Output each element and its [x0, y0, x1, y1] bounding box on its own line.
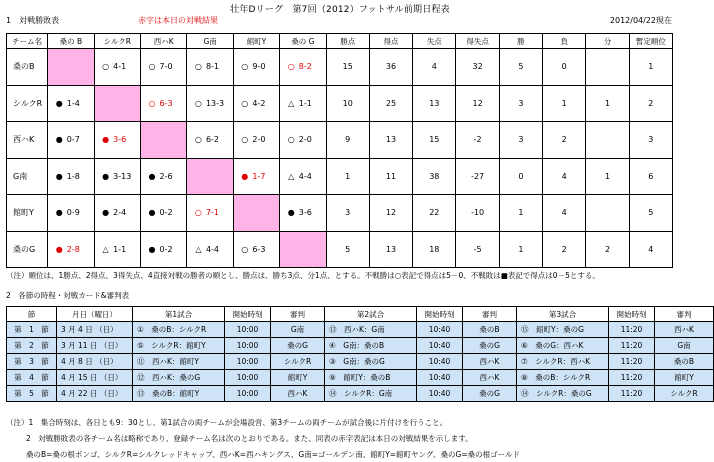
match-result: [141, 49, 187, 86]
standings-row: [7, 49, 673, 86]
schedule-cell: 11:20: [609, 370, 655, 386]
schedule-cell: ⑨ 館町Y：桑のB: [325, 370, 417, 386]
match-result: [187, 231, 233, 268]
schedule-row: [7, 386, 714, 402]
stat-cell: -10: [456, 195, 499, 232]
schedule-cell: 桑のG: [271, 338, 325, 354]
standings-header-cell: チーム名: [7, 34, 48, 49]
schedule-cell: 第 4 節: [7, 370, 57, 386]
match-result: [280, 195, 326, 232]
standings-header-cell: 得失点: [456, 34, 499, 49]
schedule-cell: 第 1 節: [7, 322, 57, 338]
stat-cell: 13: [369, 231, 412, 268]
result-score: 8-2: [296, 62, 312, 72]
stat-cell: 6: [629, 158, 672, 195]
schedule-header-cell: 第2試合: [325, 307, 417, 322]
result-score: 6-3: [249, 244, 266, 254]
result-mark: ●: [55, 135, 63, 145]
match-result: [141, 195, 187, 232]
result-mark: ●: [55, 244, 63, 254]
schedule-header-cell: 審判: [655, 307, 714, 322]
result-score: 7-1: [203, 208, 220, 218]
result-mark: ●: [55, 98, 63, 108]
result-score: 1-4: [64, 98, 80, 108]
match-result: [187, 85, 233, 122]
schedule-cell: 館町Y: [271, 370, 325, 386]
schedule-cell: ⑧ 桑のB：シルクR: [517, 370, 609, 386]
result-score: 2-0: [296, 135, 312, 145]
stat-cell: 4: [543, 158, 586, 195]
schedule-cell: 4 月 8 日 （日）: [57, 354, 133, 370]
schedule-header-cell: 審判: [463, 307, 517, 322]
standings-header-cell: 西ハK: [141, 34, 187, 49]
standings-header-cell: 桑の B: [48, 34, 94, 49]
standings-row: [7, 122, 673, 159]
schedule-cell: ⑮ 館町Y：桑のG: [517, 322, 609, 338]
stat-cell: [586, 195, 629, 232]
schedule-cell: 11:20: [609, 354, 655, 370]
stat-cell: 3: [499, 122, 542, 159]
result-score: 2-4: [110, 208, 127, 218]
team-name: 館町Y: [7, 195, 48, 232]
schedule-cell: ③ G南：桑のG: [325, 354, 417, 370]
schedule-cell: シルクR: [655, 386, 714, 402]
schedule-cell: ⑭ シルクR：桑のG: [517, 386, 609, 402]
match-result: [187, 122, 233, 159]
schedule-header-cell: 節: [7, 307, 57, 322]
schedule-header-row: [7, 307, 714, 322]
self-match-cell: [141, 122, 187, 159]
result-score: 1-1: [110, 244, 127, 254]
result-mark: ●: [148, 208, 156, 218]
stat-cell: 9: [326, 122, 369, 159]
result-mark: ●: [241, 171, 249, 181]
note-abbreviations: 2 対戦勝敗表の各チーム名は略称であり、登録チーム名は次のとおりである。また、同表の赤字表記は本日の対戦結果を示します。: [26, 434, 473, 443]
result-score: 7-0: [157, 62, 173, 72]
schedule-row: [7, 322, 714, 338]
match-result: [187, 195, 233, 232]
stat-cell: 1: [586, 158, 629, 195]
schedule-table: [6, 306, 714, 402]
match-result: [94, 195, 140, 232]
result-score: 3-6: [296, 208, 312, 218]
stat-cell: 2: [629, 85, 672, 122]
match-result: [48, 85, 94, 122]
standings-header-row: [7, 34, 673, 49]
schedule-cell: ⑤ シルクR：館町Y: [133, 338, 225, 354]
schedule-cell: ① 桑のB：シルクR: [133, 322, 225, 338]
result-mark: △: [288, 171, 295, 181]
standings-header-cell: 館町Y: [233, 34, 279, 49]
schedule-cell: シルクR: [271, 354, 325, 370]
schedule-cell: G南: [655, 338, 714, 354]
stat-cell: 38: [413, 158, 456, 195]
result-score: 2-6: [157, 171, 173, 181]
schedule-cell: 西ハK: [463, 370, 517, 386]
schedule-cell: 第 5 節: [7, 386, 57, 402]
stat-cell: 1: [629, 49, 672, 86]
result-score: 6-2: [203, 135, 220, 145]
standings-header-cell: 暫定順位: [629, 34, 672, 49]
schedule-cell: 桑のB: [655, 354, 714, 370]
match-result: [233, 158, 279, 195]
result-mark: ●: [55, 208, 63, 218]
standings-row: [7, 195, 673, 232]
schedule-cell: ⑬ 西ハK：G南: [325, 322, 417, 338]
match-result: [141, 231, 187, 268]
result-mark: ○: [194, 208, 202, 218]
result-mark: ○: [102, 62, 110, 72]
match-result: [48, 158, 94, 195]
stat-cell: 2: [543, 122, 586, 159]
stat-cell: -27: [456, 158, 499, 195]
schedule-cell: 第 3 節: [7, 354, 57, 370]
standings-header-cell: 得点: [369, 34, 412, 49]
stat-cell: 5: [499, 49, 542, 86]
schedule-cell: 10:40: [417, 338, 463, 354]
standings-header-cell: 桑の G: [280, 34, 326, 49]
stat-cell: 11: [369, 158, 412, 195]
section1-label: 1 対戦勝敗表: [6, 16, 60, 25]
schedule-header-cell: 第1試合: [133, 307, 225, 322]
standings-header-cell: G南: [187, 34, 233, 49]
self-match-cell: [94, 85, 140, 122]
match-result: [187, 49, 233, 86]
result-mark: ●: [102, 135, 110, 145]
standings-header-cell: 分: [586, 34, 629, 49]
result-mark: ○: [241, 62, 249, 72]
schedule-cell: 10:00: [225, 338, 271, 354]
stat-cell: 13: [369, 122, 412, 159]
result-score: 4-2: [249, 98, 266, 108]
stat-cell: 13: [413, 85, 456, 122]
match-result: [233, 122, 279, 159]
result-score: 1-7: [249, 171, 266, 181]
result-mark: ○: [194, 62, 202, 72]
match-result: [233, 85, 279, 122]
match-result: [94, 49, 140, 86]
stat-cell: 12: [456, 85, 499, 122]
result-mark: △: [195, 244, 202, 254]
schedule-cell: ⑬ 桑のB：館町Y: [133, 386, 225, 402]
stat-cell: 3: [326, 195, 369, 232]
schedule-row: [7, 338, 714, 354]
stat-cell: 18: [413, 231, 456, 268]
self-match-cell: [280, 231, 326, 268]
schedule-cell: ⑪ 西ハK：館町Y: [133, 354, 225, 370]
schedule-cell: 館町Y: [655, 370, 714, 386]
schedule-cell: 10:40: [417, 386, 463, 402]
red-note: 赤字は本日の対戦結果: [138, 16, 218, 25]
stat-cell: 2: [543, 231, 586, 268]
schedule-cell: G南: [271, 322, 325, 338]
stat-cell: 25: [369, 85, 412, 122]
stat-cell: 4: [413, 49, 456, 86]
match-result: [280, 122, 326, 159]
match-result: [48, 231, 94, 268]
schedule-cell: 桑のG: [463, 338, 517, 354]
standings-header-cell: 失点: [413, 34, 456, 49]
standings-header-cell: 勝: [499, 34, 542, 49]
match-result: [141, 85, 187, 122]
stat-cell: 1: [326, 158, 369, 195]
self-match-cell: [233, 195, 279, 232]
schedule-row: [7, 370, 714, 386]
standings-row: [7, 85, 673, 122]
match-result: [48, 195, 94, 232]
schedule-cell: ⑦ シルクR：西ハK: [517, 354, 609, 370]
schedule-cell: 10:00: [225, 370, 271, 386]
result-score: 1-8: [64, 171, 80, 181]
stat-cell: 1: [499, 195, 542, 232]
schedule-cell: 西ハK: [463, 354, 517, 370]
schedule-cell: 桑のB: [463, 322, 517, 338]
result-score: 3-6: [110, 135, 127, 145]
standings-note: （注）順位は、1勝点、2得点、3得失点、4直接対戦の勝者の順とし、勝点は、勝ち3点、分1点、とする。不戦勝は○表記で得点は5－0、不戦敗は■表記で得点は0－5とする。: [6, 271, 600, 280]
schedule-cell: 西ハK: [655, 322, 714, 338]
match-result: [94, 158, 140, 195]
result-mark: ●: [55, 171, 63, 181]
stat-cell: 15: [326, 49, 369, 86]
match-result: [48, 122, 94, 159]
self-match-cell: [48, 49, 94, 86]
as-of-date: 2012/04/22現在: [609, 16, 672, 25]
schedule-cell: 4 月 15 日 （日）: [57, 370, 133, 386]
result-score: 0-2: [157, 244, 173, 254]
match-result: [94, 122, 140, 159]
result-mark: ○: [194, 98, 202, 108]
standings-header-cell: 負: [543, 34, 586, 49]
stat-cell: 15: [413, 122, 456, 159]
section2-label: 2 各節の時程・対戦カード&審判表: [6, 291, 130, 300]
schedule-header-cell: 開始時刻: [225, 307, 271, 322]
result-mark: ○: [241, 244, 249, 254]
result-mark: ●: [102, 208, 110, 218]
page-title: 壮年Dリーグ 第7回（2012）フットサル前期日程表: [230, 5, 450, 15]
stat-cell: 3: [499, 85, 542, 122]
result-mark: △: [102, 244, 109, 254]
result-mark: ○: [148, 98, 156, 108]
match-result: [233, 231, 279, 268]
match-result: [94, 231, 140, 268]
result-mark: ○: [194, 135, 202, 145]
schedule-header-cell: 開始時刻: [417, 307, 463, 322]
stat-cell: [586, 122, 629, 159]
schedule-cell: 第 2 節: [7, 338, 57, 354]
result-score: 4-4: [296, 171, 312, 181]
schedule-cell: 4 月 22 日 （日）: [57, 386, 133, 402]
schedule-cell: 西ハK: [271, 386, 325, 402]
match-result: [280, 49, 326, 86]
team-name: 桑のB: [7, 49, 48, 86]
standings-header-cell: 勝点: [326, 34, 369, 49]
result-mark: ○: [241, 135, 249, 145]
stat-cell: 5: [326, 231, 369, 268]
schedule-cell: ⑥ 桑のG：西ハK: [517, 338, 609, 354]
schedule-cell: 10:40: [417, 370, 463, 386]
schedule-cell: 10:00: [225, 354, 271, 370]
result-score: 1-1: [296, 98, 312, 108]
schedule-cell: ⑭ シルクR：G南: [325, 386, 417, 402]
team-name: 桑のG: [7, 231, 48, 268]
stat-cell: 12: [369, 195, 412, 232]
result-score: 2-0: [249, 135, 266, 145]
standings-header-cell: シルクR: [94, 34, 140, 49]
schedule-cell: 10:40: [417, 322, 463, 338]
result-mark: ○: [287, 62, 295, 72]
result-mark: △: [288, 98, 295, 108]
stat-cell: 1: [543, 85, 586, 122]
schedule-header-cell: 開始時刻: [609, 307, 655, 322]
result-score: 4-1: [110, 62, 127, 72]
stat-cell: 4: [543, 195, 586, 232]
result-mark: ○: [148, 62, 156, 72]
schedule-cell: 3 月 4 日 （日）: [57, 322, 133, 338]
stat-cell: 4: [629, 231, 672, 268]
standings-row: [7, 158, 673, 195]
note-team-names: 桑のB=桑の根ボンゴ、シルクR=シルクレッドキャップ、西ハK=西ハキングス、G南=ゴールデン南、館町Y=館町ヤング、桑のG=桑の根ゴールド: [26, 450, 520, 459]
stat-cell: -2: [456, 122, 499, 159]
schedule-cell: 桑のG: [463, 386, 517, 402]
result-mark: ●: [148, 171, 156, 181]
result-mark: ○: [287, 135, 295, 145]
result-score: 8-1: [203, 62, 220, 72]
result-mark: ●: [148, 244, 156, 254]
schedule-row: [7, 354, 714, 370]
result-score: 13-3: [203, 98, 225, 108]
stat-cell: -5: [456, 231, 499, 268]
stat-cell: 0: [499, 158, 542, 195]
result-score: 4-4: [203, 244, 220, 254]
schedule-header-cell: 第3試合: [517, 307, 609, 322]
schedule-cell: 11:20: [609, 338, 655, 354]
stat-cell: 22: [413, 195, 456, 232]
schedule-cell: 10:40: [417, 354, 463, 370]
stat-cell: 10: [326, 85, 369, 122]
schedule-cell: 11:20: [609, 386, 655, 402]
result-score: 0-9: [64, 208, 80, 218]
stat-cell: 32: [456, 49, 499, 86]
result-score: 0-2: [157, 208, 173, 218]
stat-cell: [586, 49, 629, 86]
stat-cell: 0: [543, 49, 586, 86]
result-score: 3-13: [110, 171, 132, 181]
schedule-cell: 3 月 11 日 （日）: [57, 338, 133, 354]
schedule-cell: 11:20: [609, 322, 655, 338]
team-name: G南: [7, 158, 48, 195]
self-match-cell: [187, 158, 233, 195]
stat-cell: 36: [369, 49, 412, 86]
schedule-header-cell: 審判: [271, 307, 325, 322]
result-score: 6-3: [157, 98, 173, 108]
match-result: [233, 49, 279, 86]
schedule-cell: ④ G南：桑のB: [325, 338, 417, 354]
stat-cell: 5: [629, 195, 672, 232]
stat-cell: 3: [629, 122, 672, 159]
result-mark: ●: [287, 208, 295, 218]
schedule-cell: 10:00: [225, 322, 271, 338]
match-result: [141, 158, 187, 195]
schedule-cell: 10:00: [225, 386, 271, 402]
result-score: 9-0: [249, 62, 266, 72]
result-mark: ●: [102, 171, 110, 181]
result-score: 2-8: [64, 244, 80, 254]
stat-cell: 1: [499, 231, 542, 268]
match-result: [280, 158, 326, 195]
result-score: 0-7: [64, 135, 80, 145]
result-mark: ○: [241, 98, 249, 108]
note-assembly: （注）1 集合時刻は、各日とも9：30とし、第1試合の両チームが会場設営、第3チームの両チームが試合後に片付けを行うこと。: [6, 418, 448, 427]
team-name: 西ハK: [7, 122, 48, 159]
stat-cell: 2: [586, 231, 629, 268]
team-name: シルクR: [7, 85, 48, 122]
match-result: [280, 85, 326, 122]
schedule-header-cell: 月日（曜日）: [57, 307, 133, 322]
schedule-cell: ⑫ 西ハK：桑のG: [133, 370, 225, 386]
standings-table: [6, 33, 673, 268]
standings-row: [7, 231, 673, 268]
stat-cell: 1: [586, 85, 629, 122]
